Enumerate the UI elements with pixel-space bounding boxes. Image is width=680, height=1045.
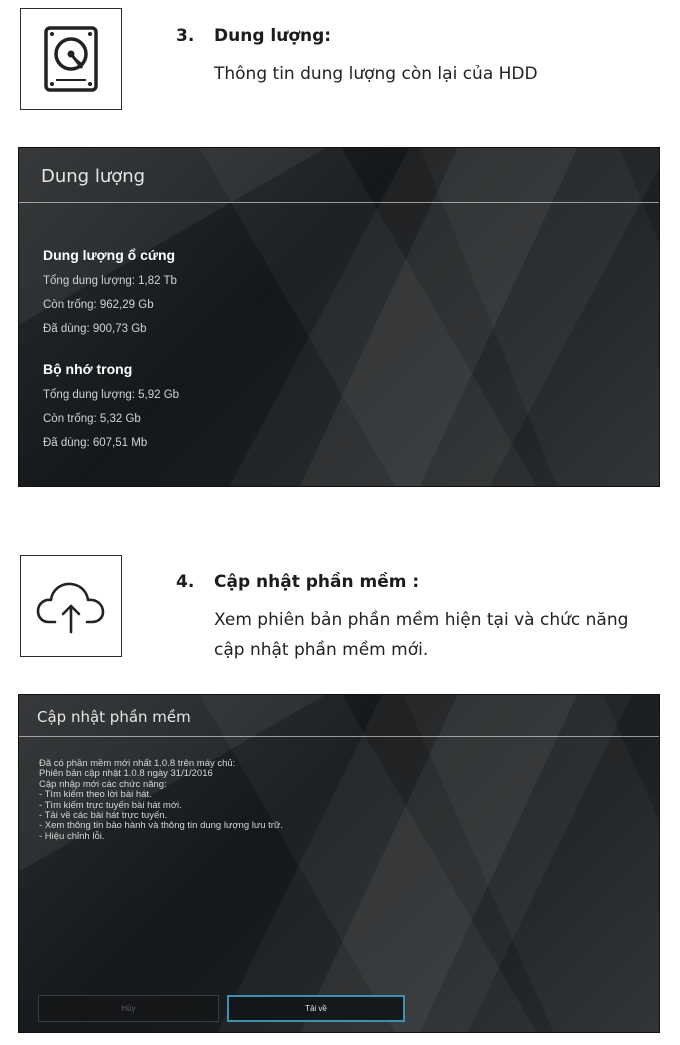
hdd-total: Tổng dung lượng: 1,82 Tb <box>43 275 177 287</box>
note-line: - Tải về các bài hát trực tuyến. <box>39 810 168 822</box>
download-button[interactable]: Tải về <box>227 995 405 1022</box>
storage-section-description: Thông tin dung lượng còn lại của HDD <box>214 64 538 84</box>
note-line: - Xem thông tin bảo hành và thông tin dung lượng lưu trữ. <box>39 820 283 832</box>
storage-section-number: 3. <box>176 26 195 46</box>
hdd-heading: Dung lượng ổ cứng <box>43 247 176 263</box>
internal-total: Tổng dung lượng: 5,92 Gb <box>43 389 180 401</box>
update-section-heading <box>176 572 419 592</box>
update-section-title: Cập nhật phần mềm : <box>214 572 420 592</box>
note-line: - Tìm kiếm theo lời bài hát. <box>39 789 152 801</box>
internal-heading: Bộ nhớ trong <box>43 361 133 377</box>
update-section-number: 4. <box>176 572 195 592</box>
update-section-description-2: cập nhật phần mềm mới. <box>214 640 429 660</box>
storage-screen-title: Dung lượng <box>41 166 146 187</box>
storage-screen <box>18 147 660 487</box>
note-line: Đã có phần mềm mới nhất 1.0.8 trên máy chủ: <box>39 758 236 769</box>
update-screen <box>18 694 660 1033</box>
cloud-upload-icon <box>35 578 107 634</box>
cancel-button[interactable]: Hủy <box>38 995 219 1022</box>
hard-disk-icon <box>40 24 102 94</box>
hdd-free: Còn trống: 962,29 Gb <box>43 299 154 311</box>
note-line: - Hiệu chỉnh lỗi. <box>39 830 105 842</box>
update-icon-box <box>20 555 122 657</box>
internal-used: Đã dùng: 607,51 Mb <box>43 437 148 449</box>
update-notes <box>39 759 283 842</box>
storage-section-title: Dung lượng: <box>214 26 332 46</box>
note-line: Phiên bản cập nhật 1.0.8 ngày 31/1/2016 <box>39 768 213 780</box>
storage-section-heading <box>176 26 331 46</box>
hdd-used: Đã dùng: 900,73 Gb <box>43 323 147 335</box>
storage-icon-box <box>20 8 122 110</box>
title-divider <box>19 736 659 737</box>
update-screen-title: Cập nhật phần mềm <box>37 708 191 726</box>
title-divider <box>19 202 659 203</box>
update-section-description-1: Xem phiên bản phần mềm hiện tại và chức năng <box>214 610 629 630</box>
internal-free: Còn trống: 5,32 Gb <box>43 413 141 425</box>
note-line: Cập nhập mới các chức năng: <box>39 778 167 790</box>
note-line: - Tìm kiếm trực tuyến bài hát mới. <box>39 799 182 811</box>
